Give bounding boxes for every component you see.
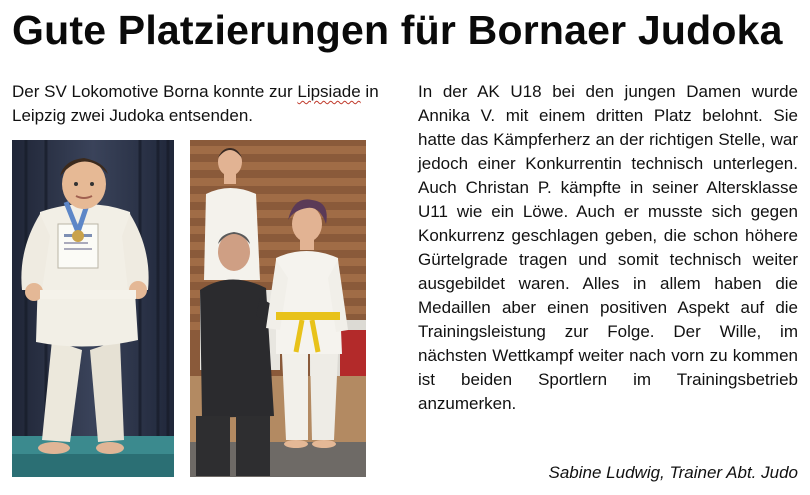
photo-boy-with-medal (12, 140, 174, 477)
photo-boy-illustration (12, 140, 174, 477)
intro-paragraph (12, 80, 392, 127)
spellcheck-word: Lipsiade (297, 82, 361, 101)
photo-podium-ceremony (190, 140, 366, 477)
article-body: In der AK U18 bei den jungen Damen wurde Annika V. mit einem dritten Platz belohnt. Sie hatte das Kämpferherz an der richtigen Stelle, war jedoch einer Konkurrentin technisch unterlegen. Auch Christan P. kämpfte in seiner Altersklasse U11 wie ein Löwe. Auch er musste sich gegen Konkurrenz geschlagen geben, die schon höhere Gürtelgrade tragen und somit technisch weiter ausgebildet waren. Alles in allem haben die Medaillen aber einen positiven Aspekt auf die Trainingsleistung zur Folge. Der Wille, im nächsten Wettkampf weiter nach vorn zu kommen ist beiden Sportlern im Trainingsbetrieb anzumerken. (418, 82, 798, 413)
intro-text-end: in Leipzig zwei Judoka entsenden. (12, 82, 379, 125)
photo-podium-illustration (190, 140, 366, 477)
article-title: Gute Platzierungen für Bornaer Judoka (12, 7, 783, 53)
intro-text-start: Der SV Lokomotive Borna konnte zur (12, 82, 298, 101)
author-signature: Sabine Ludwig, Trainer Abt. Judo (548, 463, 798, 482)
